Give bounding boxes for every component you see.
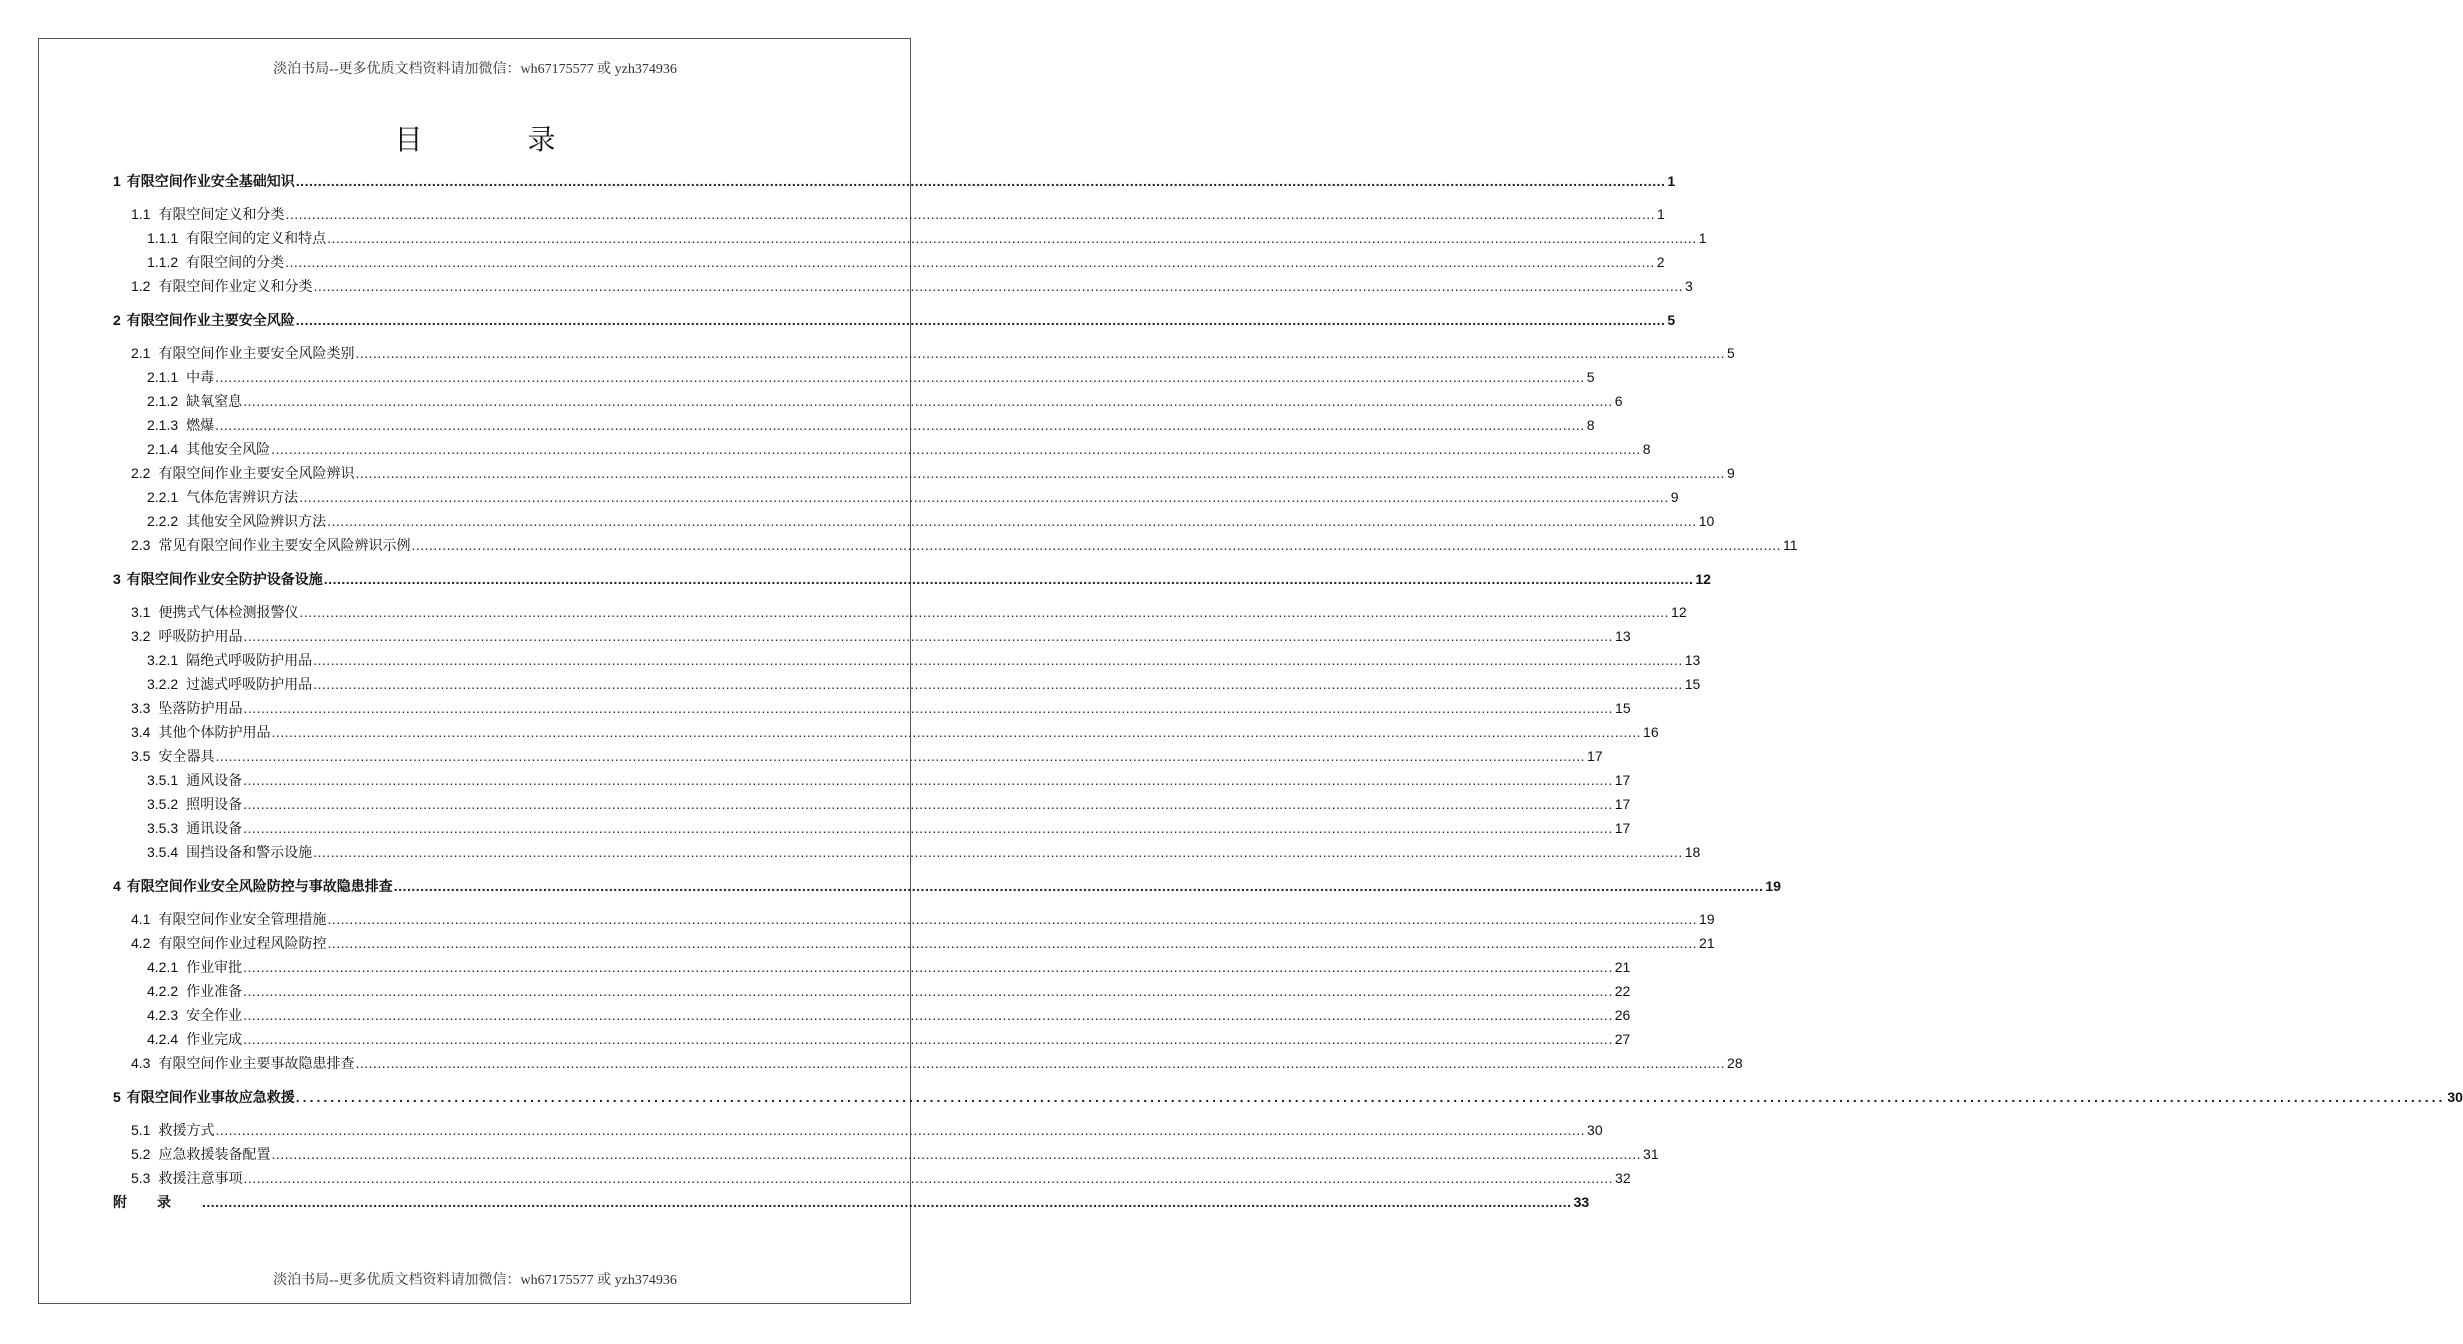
toc-entry-number: 5 <box>113 1089 121 1105</box>
toc-entry-label: 有限空间作业主要安全风险 <box>126 312 295 328</box>
toc-entry-number: 2.1.2 <box>147 393 179 409</box>
toc-entry-label: 围挡设备和警示设施 <box>186 844 313 860</box>
toc-entry-label: 有限空间作业定义和分类 <box>158 278 313 294</box>
toc-entry[interactable] <box>0 1029 1631 1049</box>
toc-entry-label: 有限空间作业事故应急救援 <box>126 1089 295 1105</box>
toc-entry-number: 4 <box>113 878 121 894</box>
dot-leader <box>327 933 1697 953</box>
toc-entry-number: 3.4 <box>131 724 151 740</box>
dot-leader <box>299 602 1669 622</box>
toc-entry[interactable] <box>0 602 1687 622</box>
toc-entry-page-number: 12 <box>1695 571 1711 587</box>
toc-entry-page-number: 26 <box>1614 1007 1631 1023</box>
toc-entry-number: 4.3 <box>131 1055 151 1071</box>
dot-leader <box>215 746 1585 766</box>
toc-entry[interactable] <box>0 981 1631 1001</box>
toc-entry-number: 5.1 <box>131 1122 151 1138</box>
dot-leader <box>296 1087 2446 1107</box>
toc-entry[interactable] <box>0 746 1603 766</box>
toc-entry-number: 1.1.1 <box>147 230 179 246</box>
dot-leader <box>243 1005 1613 1025</box>
dot-leader <box>411 535 1781 555</box>
toc-entry-label: 照明设备 <box>186 796 243 812</box>
toc-entry[interactable] <box>0 391 1623 411</box>
toc-entry-label: 便携式气体检测报警仪 <box>158 604 299 620</box>
toc-entry-number: 2.1.3 <box>147 417 179 433</box>
dot-leader <box>215 367 1585 387</box>
toc-entry-page-number: 12 <box>1671 604 1687 620</box>
toc-entry-number: 2.1 <box>131 345 151 361</box>
toc-entry-number: 3.5 <box>131 748 151 764</box>
toc-entry-page-number: 13 <box>1615 628 1631 644</box>
toc-entry-number: 1.1.2 <box>147 254 179 270</box>
toc-entry-number: 4.2.4 <box>147 1031 179 1047</box>
dot-leader <box>243 1029 1613 1049</box>
toc-entry-page-number: 1 <box>1657 206 1665 222</box>
dot-leader <box>243 957 1613 977</box>
toc-entry[interactable] <box>0 1192 1590 1212</box>
toc-entry-label: 有限空间作业过程风险防控 <box>158 935 327 951</box>
toc-entry[interactable] <box>0 171 1676 191</box>
dot-leader <box>243 1168 1613 1188</box>
toc-entry[interactable] <box>0 818 1631 838</box>
dot-leader <box>355 463 1725 483</box>
dot-leader <box>243 391 1613 411</box>
dot-leader <box>285 204 1655 224</box>
dot-leader <box>355 1053 1725 1073</box>
toc-entry[interactable] <box>0 842 1701 862</box>
toc-entry-page-number: 17 <box>1614 820 1631 836</box>
toc-entry-label: 作业完成 <box>186 1031 243 1047</box>
toc-entry[interactable] <box>0 1005 1631 1025</box>
toc-entry-page-number: 19 <box>1765 878 1781 894</box>
toc-entry-number: 3.5.3 <box>147 820 179 836</box>
toc-entry-label: 常见有限空间作业主要安全风险辨识示例 <box>158 537 411 553</box>
toc-entry[interactable] <box>0 722 1659 742</box>
dot-leader <box>324 569 1694 589</box>
toc-entry-page-number: 1 <box>1667 173 1676 189</box>
toc-entry-page-number: 33 <box>1573 1194 1590 1210</box>
toc-entry-label: 附录 <box>113 1194 201 1210</box>
toc-entry-label: 作业审批 <box>186 959 243 975</box>
toc-entry[interactable] <box>0 228 1707 248</box>
toc-entry-number: 1.2 <box>131 278 151 294</box>
toc-entry[interactable] <box>0 876 1781 896</box>
toc-entry-number: 4.2.3 <box>147 1007 179 1023</box>
toc-entry-number: 5.2 <box>131 1146 151 1162</box>
dot-leader <box>394 876 1764 896</box>
toc-entry-label: 坠落防护用品 <box>158 700 243 716</box>
toc-entry-page-number: 21 <box>1699 935 1715 951</box>
dot-leader <box>355 343 1725 363</box>
toc-entry-page-number: 19 <box>1699 911 1715 927</box>
toc-entry-label: 有限空间的定义和特点 <box>186 230 327 246</box>
toc-entry-number: 4.2.2 <box>147 983 179 999</box>
toc-entry[interactable] <box>0 569 1711 589</box>
dot-leader <box>285 252 1655 272</box>
toc-entry-number: 3.3 <box>131 700 151 716</box>
dot-leader <box>327 228 1697 248</box>
toc-entry-page-number: 17 <box>1614 796 1631 812</box>
dot-leader <box>313 650 1683 670</box>
toc-entry-number: 2.1.1 <box>147 369 179 385</box>
toc-entry[interactable] <box>0 909 1715 929</box>
toc-entry-page-number: 17 <box>1614 772 1631 788</box>
toc-entry-label: 隔绝式呼吸防护用品 <box>186 652 313 668</box>
toc-entry-label: 有限空间作业安全管理措施 <box>158 911 327 927</box>
toc-entry-number: 3.2.1 <box>147 652 179 668</box>
dot-leader <box>313 276 1683 296</box>
toc-entry[interactable] <box>0 367 1595 387</box>
toc-entry-label: 有限空间作业主要安全风险类别 <box>158 345 355 361</box>
page-title: 目 录 <box>394 123 604 156</box>
toc-entry-number: 4.2.1 <box>147 959 179 975</box>
dot-leader <box>243 794 1613 814</box>
toc-entry-label: 缺氧窒息 <box>186 393 243 409</box>
toc-entry[interactable] <box>0 1168 1631 1188</box>
toc-entry-page-number: 1 <box>1698 230 1707 246</box>
toc-entry-label: 有限空间作业主要安全风险辨识 <box>158 465 355 481</box>
dot-leader <box>215 415 1585 435</box>
toc-entry-page-number: 5 <box>1727 345 1735 361</box>
toc-entry-label: 救援方式 <box>158 1122 215 1138</box>
toc-entry[interactable] <box>0 1120 1603 1140</box>
toc-entry-number: 3.5.4 <box>147 844 179 860</box>
toc-entry-page-number: 2 <box>1656 254 1665 270</box>
toc-entry-label: 燃爆 <box>186 417 215 433</box>
toc-entry-page-number: 3 <box>1685 278 1693 294</box>
toc-entry-label: 过滤式呼吸防护用品 <box>186 676 313 692</box>
toc-entry-number: 3.1 <box>131 604 151 620</box>
dot-leader <box>243 981 1613 1001</box>
toc-entry-page-number: 30 <box>1587 1122 1603 1138</box>
toc-entry[interactable] <box>0 770 1631 790</box>
toc-entry-page-number: 16 <box>1643 724 1659 740</box>
dot-leader <box>296 310 1666 330</box>
toc-entry-number: 3.2 <box>131 628 151 644</box>
toc-entry-page-number: 9 <box>1727 465 1735 481</box>
toc-entry[interactable] <box>0 487 1679 507</box>
toc-entry-number: 2.1.4 <box>147 441 179 457</box>
dot-leader <box>296 171 1666 191</box>
toc-entry-page-number: 31 <box>1643 1146 1659 1162</box>
toc-entry-number: 5.3 <box>131 1170 151 1186</box>
toc-entry[interactable] <box>0 674 1701 694</box>
toc-entry-page-number: 18 <box>1684 844 1701 860</box>
toc-entry[interactable] <box>0 1053 1743 1073</box>
dot-leader <box>271 722 1641 742</box>
toc-entry-label: 中毒 <box>186 369 215 385</box>
toc-entry[interactable] <box>0 310 1676 330</box>
toc-entry-number: 3 <box>113 571 121 587</box>
toc-entry-page-number: 17 <box>1587 748 1603 764</box>
toc-entry-number: 2.3 <box>131 537 151 553</box>
toc-entry-number: 4.2 <box>131 935 151 951</box>
toc-entry-label: 通风设备 <box>186 772 243 788</box>
toc-entry-page-number: 11 <box>1783 537 1798 553</box>
toc-entry-label: 有限空间作业安全风险防控与事故隐患排查 <box>126 878 393 894</box>
dot-leader <box>243 818 1613 838</box>
toc-entry-label: 有限空间的分类 <box>186 254 285 270</box>
toc-entry-label: 应急救援装备配置 <box>158 1146 271 1162</box>
dot-leader <box>271 439 1641 459</box>
toc-entry-page-number: 15 <box>1615 700 1631 716</box>
toc-entry-label: 有限空间作业主要事故隐患排查 <box>158 1055 355 1071</box>
toc-entry[interactable] <box>0 276 1693 296</box>
toc-entry-number: 1.1 <box>131 206 151 222</box>
toc-entry[interactable] <box>0 535 1798 555</box>
toc-entry-page-number: 6 <box>1614 393 1623 409</box>
dot-leader <box>327 511 1697 531</box>
toc-entry[interactable] <box>0 626 1631 646</box>
toc-entry-label: 气体危害辨识方法 <box>186 489 299 505</box>
toc-entry-page-number: 5 <box>1667 312 1676 328</box>
toc-entry-page-number: 8 <box>1642 441 1651 457</box>
dot-leader <box>215 1120 1585 1140</box>
dot-leader <box>202 1192 1572 1212</box>
toc-entry-page-number: 9 <box>1670 489 1679 505</box>
toc-entry-label: 安全器具 <box>158 748 215 764</box>
dot-leader <box>271 1144 1641 1164</box>
toc-entry-page-number: 27 <box>1614 1031 1631 1047</box>
toc-entry[interactable] <box>0 439 1651 459</box>
dot-leader <box>327 909 1697 929</box>
toc-entry-label: 其他个体防护用品 <box>158 724 271 740</box>
toc-entry-label: 有限空间作业安全防护设备设施 <box>126 571 323 587</box>
dot-leader <box>243 698 1613 718</box>
toc-entry[interactable] <box>0 698 1631 718</box>
toc-entry-number: 2 <box>113 312 121 328</box>
toc-entry[interactable] <box>0 252 1665 272</box>
toc-entry-number: 2.2.1 <box>147 489 179 505</box>
toc-entry-label: 其他安全风险辨识方法 <box>186 513 327 529</box>
toc-entry-number: 2.2.2 <box>147 513 179 529</box>
toc-entry-page-number: 10 <box>1698 513 1715 529</box>
toc-entry[interactable] <box>0 1087 2463 1107</box>
toc-entry-label: 作业准备 <box>186 983 243 999</box>
toc-entry-number: 3.2.2 <box>147 676 179 692</box>
toc-entry-label: 有限空间定义和分类 <box>158 206 285 222</box>
toc-entry-label: 呼吸防护用品 <box>158 628 243 644</box>
toc-entry[interactable] <box>0 957 1631 977</box>
toc-entry-number: 2.2 <box>131 465 151 481</box>
toc-entry-label: 其他安全风险 <box>186 441 271 457</box>
dot-leader <box>313 674 1683 694</box>
toc-entry[interactable] <box>0 343 1735 363</box>
toc-entry[interactable] <box>0 1144 1659 1164</box>
toc-entry-page-number: 8 <box>1586 417 1595 433</box>
toc-entry-label: 救援注意事项 <box>158 1170 243 1186</box>
toc-entry-number: 1 <box>113 173 121 189</box>
toc-entry-page-number: 15 <box>1684 676 1701 692</box>
toc-entry-page-number: 21 <box>1614 959 1631 975</box>
toc-entry[interactable] <box>0 794 1631 814</box>
toc-entry-page-number: 32 <box>1615 1170 1631 1186</box>
toc-entry[interactable] <box>0 415 1595 435</box>
toc-entry-page-number: 28 <box>1727 1055 1743 1071</box>
toc-entry-number: 3.5.1 <box>147 772 179 788</box>
toc-entry-number: 3.5.2 <box>147 796 179 812</box>
toc-entry-page-number: 30 <box>2447 1089 2463 1105</box>
dot-leader <box>243 770 1613 790</box>
toc-entry[interactable] <box>0 511 1715 531</box>
toc-entry-page-number: 22 <box>1614 983 1631 999</box>
toc-entry-label: 通讯设备 <box>186 820 243 836</box>
dot-leader <box>313 842 1683 862</box>
dot-leader <box>299 487 1669 507</box>
toc-entry-page-number: 5 <box>1586 369 1595 385</box>
toc-entry[interactable] <box>0 650 1701 670</box>
toc-entry[interactable] <box>0 933 1715 953</box>
toc-entry-number: 4.1 <box>131 911 151 927</box>
toc-entry[interactable] <box>0 463 1735 483</box>
toc-entry-label: 有限空间作业安全基础知识 <box>126 173 295 189</box>
toc-entry[interactable] <box>0 204 1665 224</box>
header-banner: 淡泊书局--更多优质文档资料请加微信：wh67175577 或 yzh374936 <box>273 62 677 77</box>
toc-entry-page-number: 13 <box>1684 652 1701 668</box>
toc-entry-label: 安全作业 <box>186 1007 243 1023</box>
dot-leader <box>243 626 1613 646</box>
footer-banner: 淡泊书局--更多优质文档资料请加微信：wh67175577 或 yzh374936 <box>273 1273 677 1288</box>
